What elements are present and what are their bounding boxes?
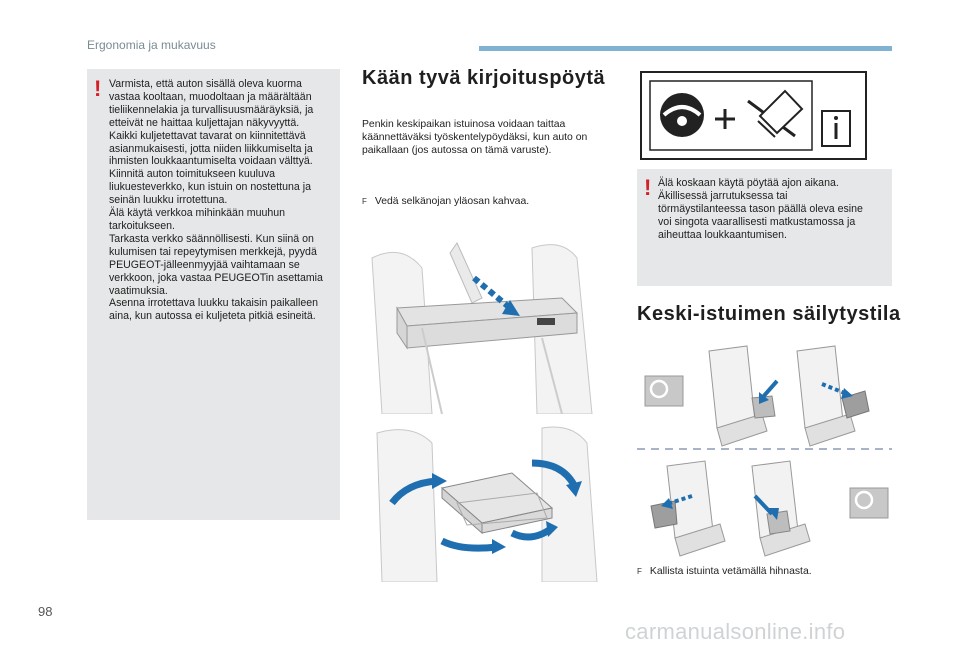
right-warning-box	[637, 169, 892, 286]
bullet-mark: F	[362, 197, 367, 206]
warning-icon: !	[94, 76, 102, 101]
desk-instruction-text: Vedä selkänojan yläosan kahvaa.	[374, 196, 530, 207]
left-warning-box	[87, 69, 340, 520]
desk-instruction	[362, 196, 529, 207]
warning-sign-box	[640, 71, 867, 160]
page-number: 98	[38, 604, 53, 619]
storage-title: Keski-istuimen säilytystila	[637, 303, 901, 325]
desk-intro: Penkin keskipaikan istuinosa voidaan taittaa käännettäväksi työskentelypöydäksi, kun auto on paikallaan (jos autossa on tämä varuste).	[362, 119, 588, 156]
storage-instruction	[637, 566, 812, 577]
section-header: Ergonomia ja mukavuus	[87, 38, 216, 52]
left-warning-text: Varmista, että auton sisällä oleva kuorma vastaa kooltaan, muodoltaan ja määrältään tieliikennelakia ja turvallisuusmääräyksiä, ja etteivät ne haittaa kuljettajan näkyvyyttä. Kaikki kuljetettavat tavarat on kiinnitettävä asianmukaisesti, jotta niiden liikkumiselta ja ihmisten loukkaantumiselta voidaan välttyä. Kiinnitä auton toimitukseen kuuluva liukuesteverkko, kun istuin on nostettuna ja seinän luukku irrotettuna. Älä käytä verkkoa mihinkään muuhun tarkoitukseen. Tarkasta verkko säännöllisesti. Kun siinä on kulumisen tai repeytymisen merkkejä, pyydä PEUGEOT-jälleenmyyjää vaihtamaan se verkkoon, joka vastaa PEUGEOTin asettamia vaatimuksia. Asenna irrotettava luukku takaisin paikalleen aina, kun autossa ei kuljeteta pitkiä esineitä.	[109, 78, 323, 323]
bullet-mark: F	[637, 567, 642, 576]
desk-title: Kään tyvä kirjoituspöytä	[362, 67, 606, 89]
storage-instruction-text: Kallista istuinta vetämällä hihnasta.	[649, 566, 812, 577]
header-accent-bar	[479, 46, 892, 51]
desk-illustration-rotate	[362, 423, 616, 582]
seat-illustrations	[637, 336, 892, 558]
footer-watermark: carmanualsonline.info	[625, 619, 846, 644]
right-warning-text: Älä koskaan käytä pöytää ajon aikana. Äkillisessä jarrutuksessa tai törmäystilanteessa tason päällä oleva esine voi singota vaarallisesti matkustamossa ja aiheuttaa loukkaantumisen.	[658, 177, 863, 241]
warning-icon: !	[644, 175, 652, 200]
desk-illustration-pull	[362, 238, 616, 414]
